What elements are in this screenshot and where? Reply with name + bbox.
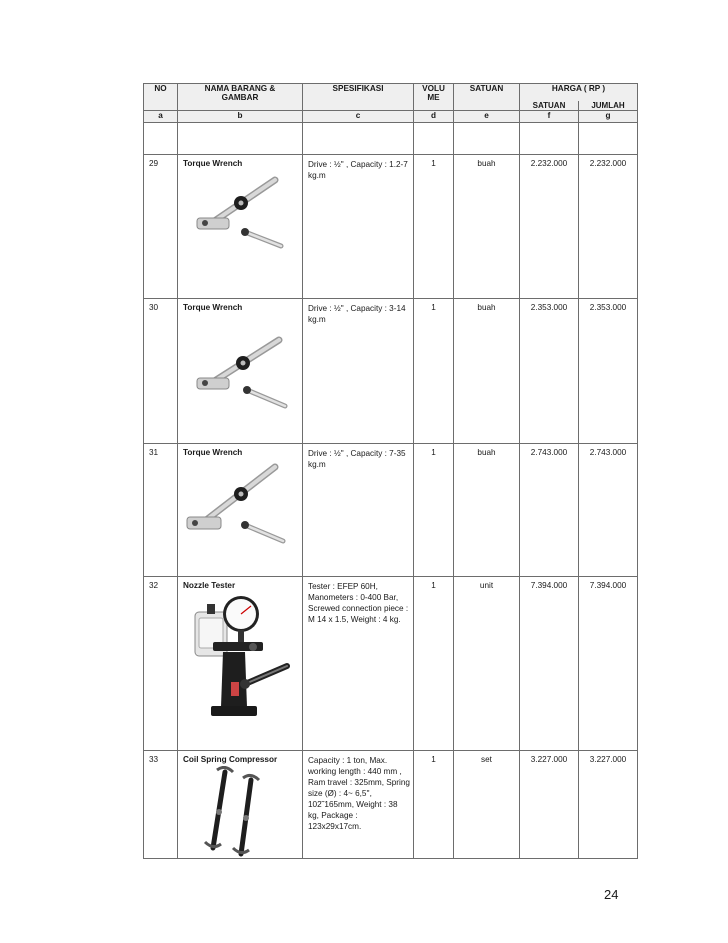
item-price-total: 2.743.000 [579, 444, 638, 577]
torque-wrench-image [183, 174, 293, 254]
item-spec: Capacity : 1 ton, Max. working length : 440 mm , Ram travel : 325mm, Spring size (Ø) : 4~ 6,5'', 102˜165mm, Weight : 38 kg, Package : 123x29x17cm. [303, 751, 414, 859]
column-letter-row [144, 111, 638, 123]
header-row [144, 84, 638, 102]
header-no: NO [144, 84, 178, 111]
item-price-total: 2.353.000 [579, 299, 638, 444]
header-price-group: HARGA ( RP ) [520, 84, 638, 102]
item-price-unit: 2.743.000 [520, 444, 579, 577]
item-name: Nozzle Tester [183, 581, 236, 590]
letter-f: f [520, 111, 579, 123]
item-name: Torque Wrench [183, 303, 243, 312]
spacer-row [144, 123, 638, 155]
row-number: 29 [144, 155, 178, 299]
letter-b: b [178, 111, 303, 123]
item-price-unit: 7.394.000 [520, 577, 579, 751]
table-row [144, 155, 638, 299]
header-volume: VOLU ME [414, 84, 454, 111]
nozzle-tester-image [183, 592, 303, 732]
item-spec: Drive : ½" , Capacity : 1.2-7 kg.m [303, 155, 414, 299]
table-row [144, 751, 638, 859]
item-price-unit: 2.353.000 [520, 299, 579, 444]
letter-c: c [303, 111, 414, 123]
item-volume: 1 [414, 577, 454, 751]
table-row [144, 577, 638, 751]
item-price-total: 2.232.000 [579, 155, 638, 299]
item-name: Coil Spring Compressor [183, 755, 278, 764]
item-volume: 1 [414, 155, 454, 299]
item-volume: 1 [414, 299, 454, 444]
header-name: NAMA BARANG & GAMBAR [178, 84, 303, 111]
item-price-total: 7.394.000 [579, 577, 638, 751]
letter-g: g [579, 111, 638, 123]
item-price-unit: 2.232.000 [520, 155, 579, 299]
page-number: 24 [604, 887, 619, 902]
item-name: Torque Wrench [183, 448, 243, 457]
item-volume: 1 [414, 751, 454, 859]
table-row [144, 444, 638, 577]
header-price-total: JUMLAH [579, 101, 638, 111]
table-row [144, 299, 638, 444]
item-price-total: 3.227.000 [579, 751, 638, 859]
torque-wrench-image [183, 461, 293, 547]
row-number: 31 [144, 444, 178, 577]
header-spec: SPESIFIKASI [303, 84, 414, 111]
item-name: Torque Wrench [183, 159, 243, 168]
letter-d: d [414, 111, 454, 123]
row-number: 32 [144, 577, 178, 751]
item-unit: buah [454, 299, 520, 444]
letter-a: a [144, 111, 178, 123]
item-spec: Tester : EFEP 60H, Manometers : 0-400 Bar, Screwed connection piece : M 14 x 1.5, Weight : 4 kg. [303, 577, 414, 751]
row-number: 30 [144, 299, 178, 444]
item-price-unit: 3.227.000 [520, 751, 579, 859]
coil-spring-compressor-image [183, 766, 293, 858]
header-unit: SATUAN [454, 84, 520, 111]
items-table [143, 83, 638, 859]
item-unit: set [454, 751, 520, 859]
letter-e: e [454, 111, 520, 123]
item-volume: 1 [414, 444, 454, 577]
item-spec: Drive : ½" , Capacity : 3-14 kg.m [303, 299, 414, 444]
item-unit: buah [454, 155, 520, 299]
item-spec: Drive : ½" , Capacity : 7-35 kg.m [303, 444, 414, 577]
row-number: 33 [144, 751, 178, 859]
torque-wrench-image [183, 332, 293, 412]
header-price-unit: SATUAN [520, 101, 579, 111]
item-unit: buah [454, 444, 520, 577]
item-unit: unit [454, 577, 520, 751]
